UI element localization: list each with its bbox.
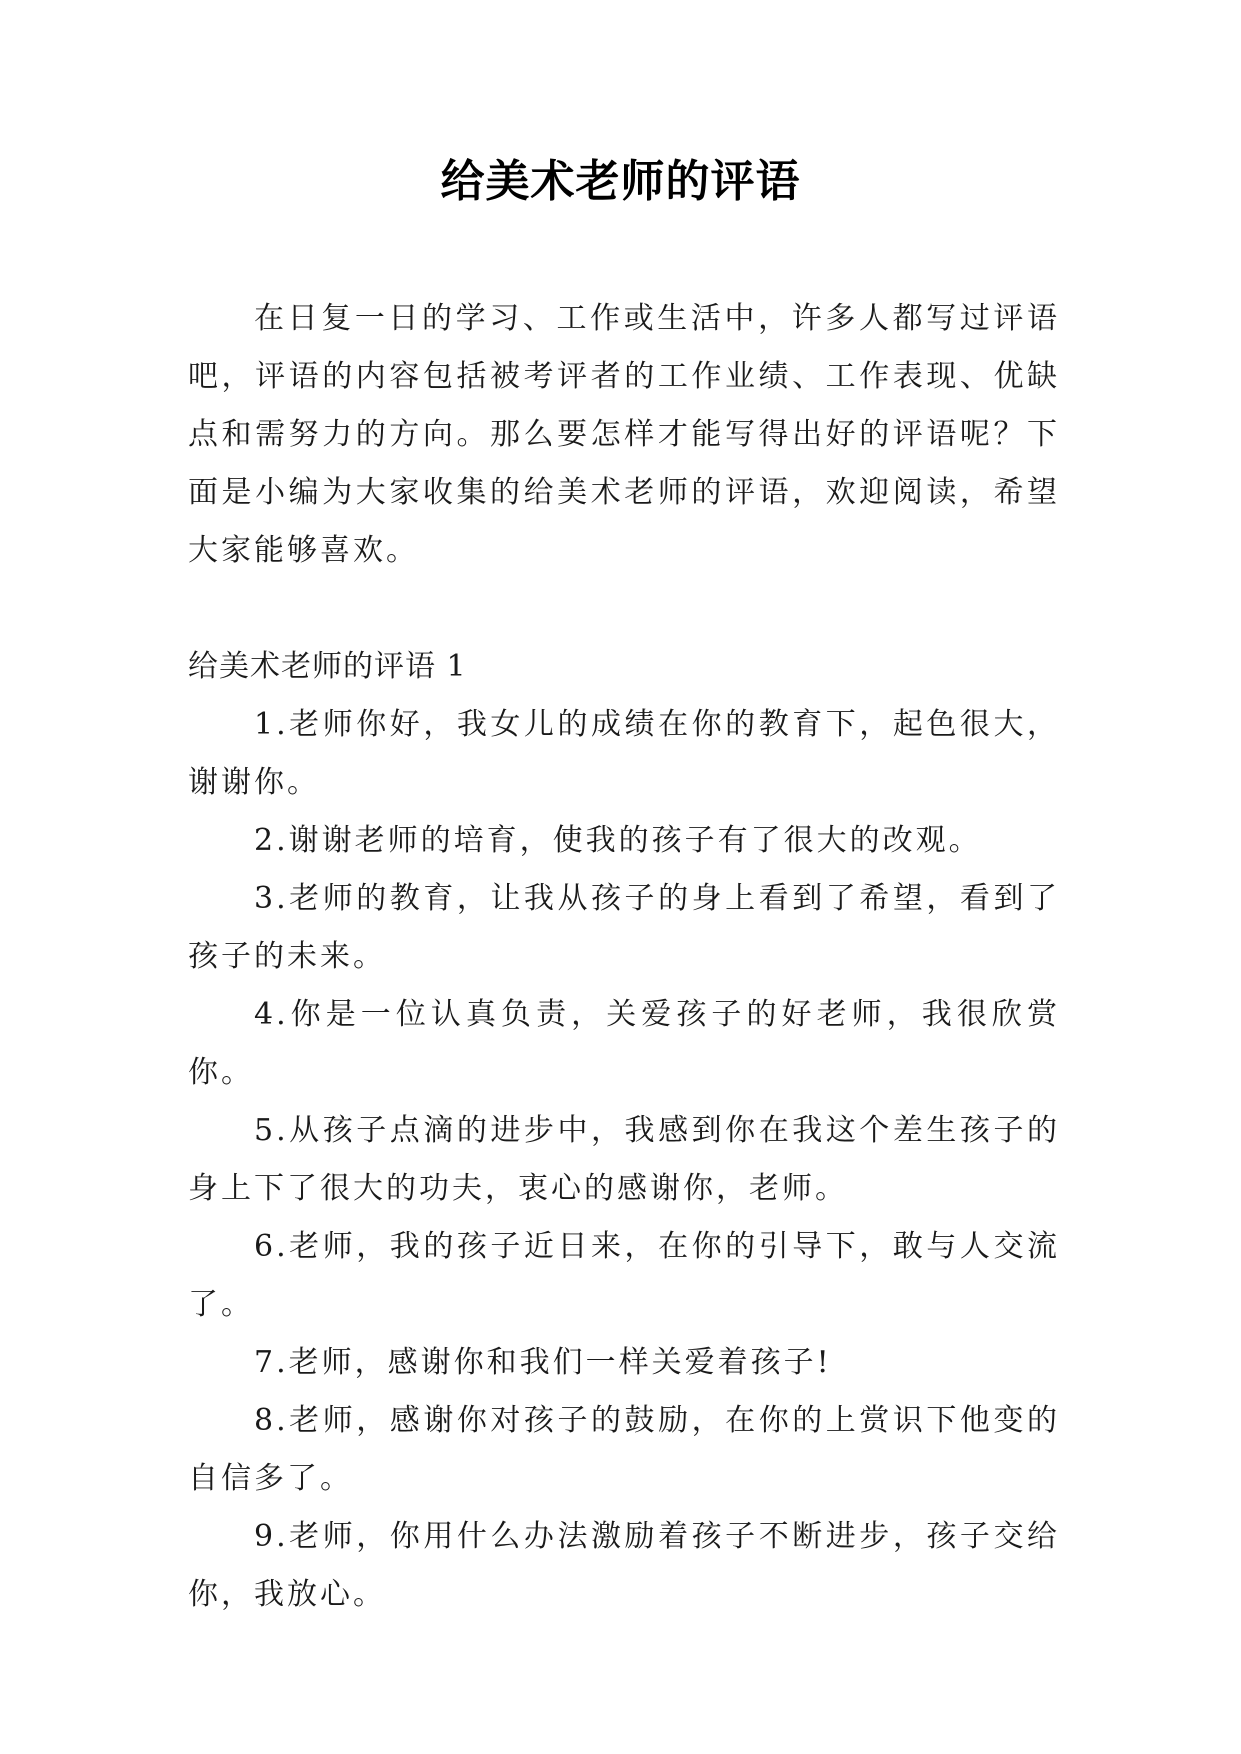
document-body (188, 290, 1060, 1624)
comment-item-6: 6.老师，我的孩子近日来，在你的引导下，敢与人交流了。 (188, 1229, 1060, 1322)
comment-item-4: 4.你是一位认真负责，关爱孩子的好老师，我很欣赏你。 (188, 997, 1060, 1090)
document-title: 给美术老师的评语 (440, 156, 801, 207)
comment-item-2: 2.谢谢老师的培育，使我的孩子有了很大的改观。 (254, 823, 982, 858)
intro-paragraph: 在日复一日的学习、工作或生活中，许多人都写过评语吧，评语的内容包括被考评者的工作业绩、工作表现、优缺点和需努力的方向。那么要怎样才能写得出好的评语呢？下面是小编为大家收集的给美术老师的评语，欢迎阅读，希望大家能够喜欢。 (188, 301, 1060, 568)
comment-item-1: 1.老师你好，我女儿的成绩在你的教育下，起色很大，谢谢你。 (188, 707, 1060, 800)
comment-item-8: 8.老师，感谢你对孩子的鼓励，在你的上赏识下他变的自信多了。 (188, 1403, 1060, 1496)
comment-item-5: 5.从孩子点滴的进步中，我感到你在我这个差生孩子的身上下了很大的功夫，衷心的感谢你，老师。 (188, 1113, 1060, 1206)
comment-item-9: 9.老师，你用什么办法激励着孩子不断进步，孩子交给你，我放心。 (188, 1519, 1060, 1612)
comment-item-3: 3.老师的教育，让我从孩子的身上看到了希望，看到了孩子的未来。 (188, 881, 1060, 974)
comment-item-7: 7.老师，感谢你和我们一样关爱着孩子! (254, 1345, 832, 1380)
section-heading: 给美术老师的评语 1 (188, 649, 467, 684)
